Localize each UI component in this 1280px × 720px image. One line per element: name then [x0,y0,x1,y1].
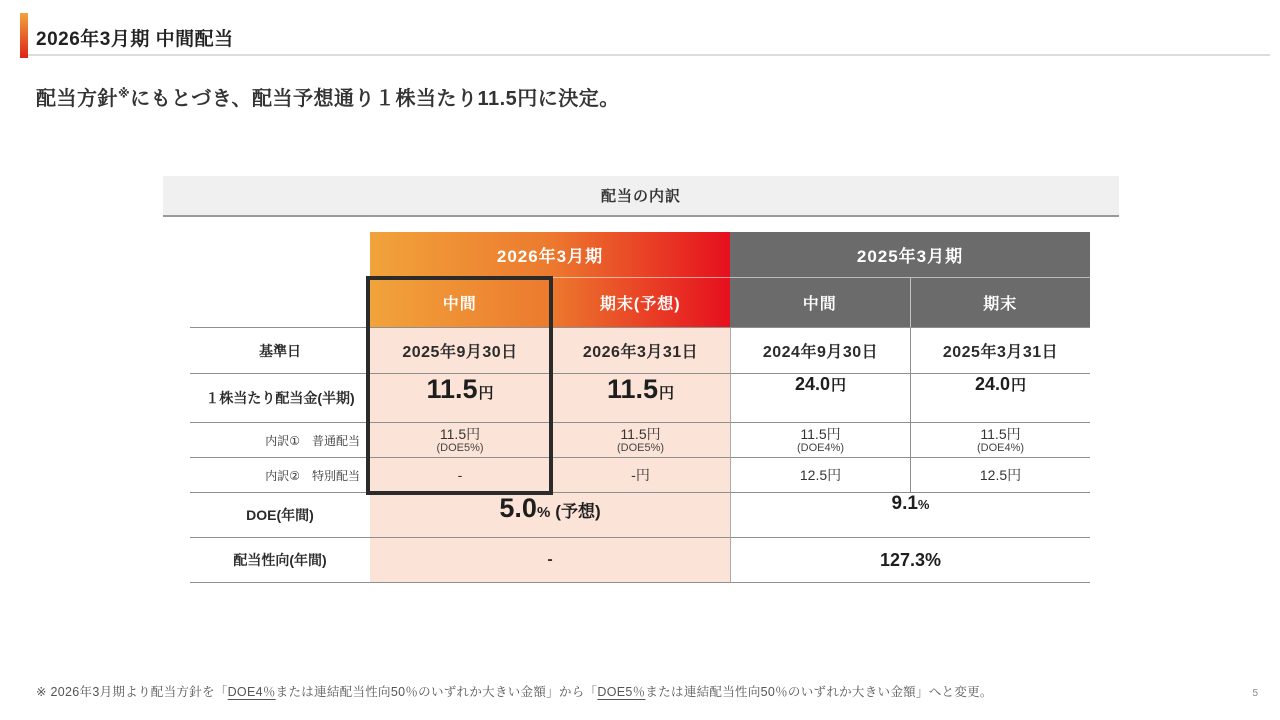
dps-fy2026-interim: 11.5 円 [370,373,550,422]
dps-fy2026-yearend: 11.5 円 [550,373,730,422]
doe-fy2025: 9.1 % [730,492,1090,537]
column-group-fy2026: 2026年3月期 [370,232,730,278]
page-title: 2026年3月期 中間配当 [36,29,234,50]
table-caption: 配当の内訳 [163,176,1119,217]
subheader-fy2025-interim: 中間 [802,296,837,313]
ordinary-fy2025-interim: 11.5円 (DOE4%) [730,422,910,457]
payout-ratio-fy2026: - [370,537,730,583]
row-label-ordinary-dividend: 内訳① 普通配当 [190,422,370,457]
special-fy2025-interim: 12.5円 [730,457,910,492]
dividend-table [190,232,1090,583]
subheader-fy2026-yearend-forecast: 期末(予想) [550,278,731,327]
title-divider [20,54,1270,56]
row-label-record-date: 基準日 [190,327,370,373]
payout-ratio-fy2025: 127.3% [730,537,1090,583]
subheader-fy2026-interim: 中間 [442,296,477,313]
slide-statement [36,82,620,111]
title-accent-bar [20,13,28,58]
dps-fy2025-yearend: 24.0 円 [910,373,1090,422]
footnote [36,682,993,700]
dps-fy2025-interim: 24.0 円 [730,373,910,422]
footnote-doe4-underlined: DOE4％ [227,685,276,699]
doe-fy2026: 5.0 % (予想) [370,492,730,537]
record-date-fy2025-interim: 2024年9月30日 [730,327,910,373]
statement-before: 配当方針 [36,88,118,110]
column-group-fy2025: 2025年3月期 [730,232,1090,278]
record-date-fy2026-yearend: 2026年3月31日 [550,327,730,373]
footnote-doe5-underlined: DOE5％ [597,685,646,699]
special-fy2026-yearend: -円 [550,457,730,492]
footnote-part-1: ※ 2026年3月期より配当方針を「 [36,685,228,699]
ordinary-fy2026-yearend: 11.5円 (DOE5%) [550,422,730,457]
subheader-strip-fy2025 [730,278,1090,327]
row-label-doe: DOE(年間) [190,492,370,537]
row-label-dividend-per-share: １株当たり配当金(半期) [190,373,370,422]
special-fy2025-yearend: 12.5円 [910,457,1090,492]
ordinary-fy2026-interim: 11.5円 (DOE5%) [370,422,550,457]
record-date-fy2026-interim: 2025年9月30日 [370,327,550,373]
subheader-strip-fy2026 [370,278,730,327]
footnote-part-3: または連結配当性向50％のいずれか大きい金額」へと変更。 [645,685,993,699]
row-label-special-dividend: 内訳② 特別配当 [190,457,370,492]
special-fy2026-interim: - [370,457,550,492]
subheader-fy2025-yearend: 期末 [910,278,1091,327]
statement-after: にもとづき、配当予想通り１株当たり11.5円に決定。 [130,88,620,110]
ordinary-fy2025-yearend: 11.5円 (DOE4%) [910,422,1090,457]
row-label-payout-ratio: 配当性向(年間) [190,537,370,583]
footnote-marker: ※ [118,86,131,101]
footnote-part-2: または連結配当性向50％のいずれか大きい金額」から「 [275,685,598,699]
page-number: 5 [1252,688,1258,699]
record-date-fy2025-yearend: 2025年3月31日 [910,327,1090,373]
